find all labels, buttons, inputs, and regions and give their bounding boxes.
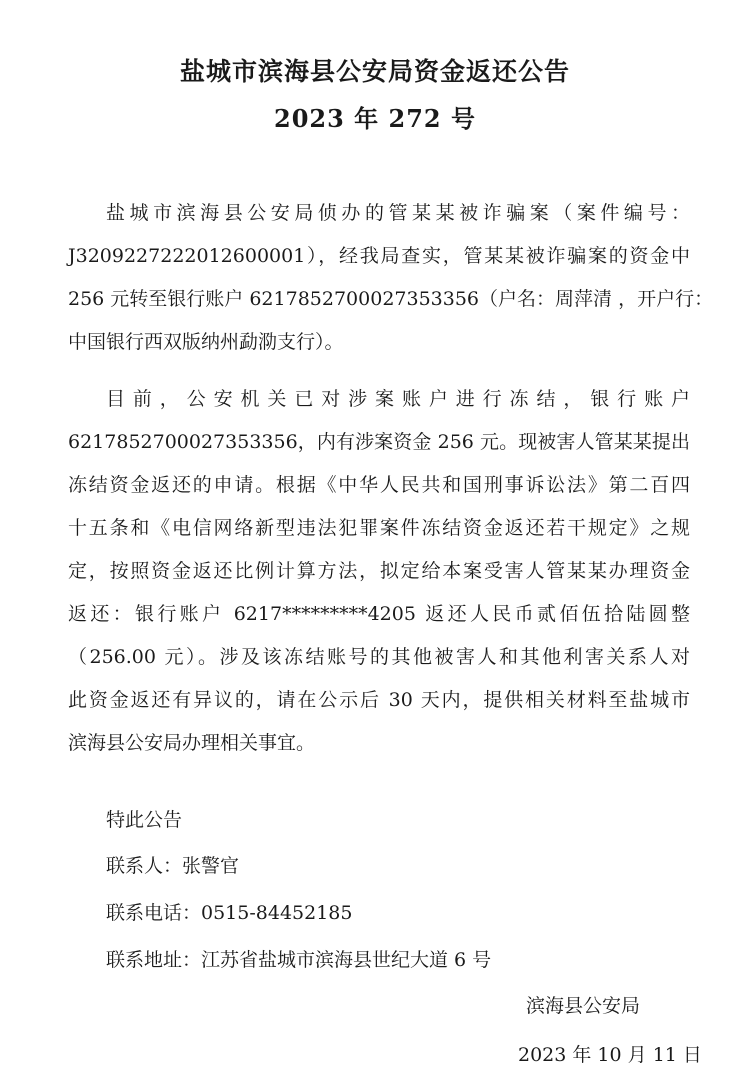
issue-date: 2023 年 10 月 11 日 (518, 1044, 702, 1066)
issuer-name: 滨海县公安局 (526, 995, 641, 1017)
contact-person: 联系人：张警官 (106, 855, 240, 877)
paragraph-line: 十五条和《电信网络新型违法犯罪案件冻结资金返还若干规定》之规 (68, 517, 690, 539)
paragraph-line: J3209227222012600001），经我局查实，管某某被诈骗案的资金中 (68, 245, 690, 267)
notice-number: 2023 年 272 号 (274, 104, 476, 133)
paragraph-line: 定，按照资金返还比例计算方法，拟定给本案受害人管某某办理资金 (68, 560, 690, 582)
paragraph-line: 256 元转至银行账户 6217852700027353356（户名：周萍清 ，开户行： (68, 288, 714, 310)
contact-address: 联系地址：江苏省盐城市滨海县世纪大道 6 号 (106, 949, 492, 971)
paragraph-line: 冻结资金返还的申请。根据《中华人民共和国刑事诉讼法》第二百四 (68, 474, 690, 496)
paragraph-line: 目前，公安机关已对涉案账户进行冻结，银行账户 (106, 388, 690, 410)
paragraph-line: （256.00 元）。涉及该冻结账号的其他被害人和其他利害关系人对 (68, 646, 690, 668)
closing-text: 特此公告 (106, 809, 183, 831)
paragraph-line: 盐城市滨海县公安局侦办的管某某被诈骗案（案件编号： (106, 202, 690, 224)
paragraph-line: 中国银行西双版纳州勐泐支行）。 (68, 331, 344, 353)
paragraph-line: 此资金返还有异议的，请在公示后 30 天内，提供相关材料至盐城市 (68, 689, 690, 711)
paragraph-line: 6217852700027353356，内有涉案资金 256 元。现被害人管某某提出 (68, 431, 690, 453)
notice-title: 盐城市滨海县公安局资金返还公告 (179, 57, 570, 86)
paragraph-line: 返还：银行账户 6217*********4205 返还人民币贰佰伍拾陆圆整 (68, 603, 690, 625)
contact-phone: 联系电话：0515-84452185 (106, 902, 353, 924)
paragraph-line: 滨海县公安局办理相关事宜。 (68, 732, 316, 754)
